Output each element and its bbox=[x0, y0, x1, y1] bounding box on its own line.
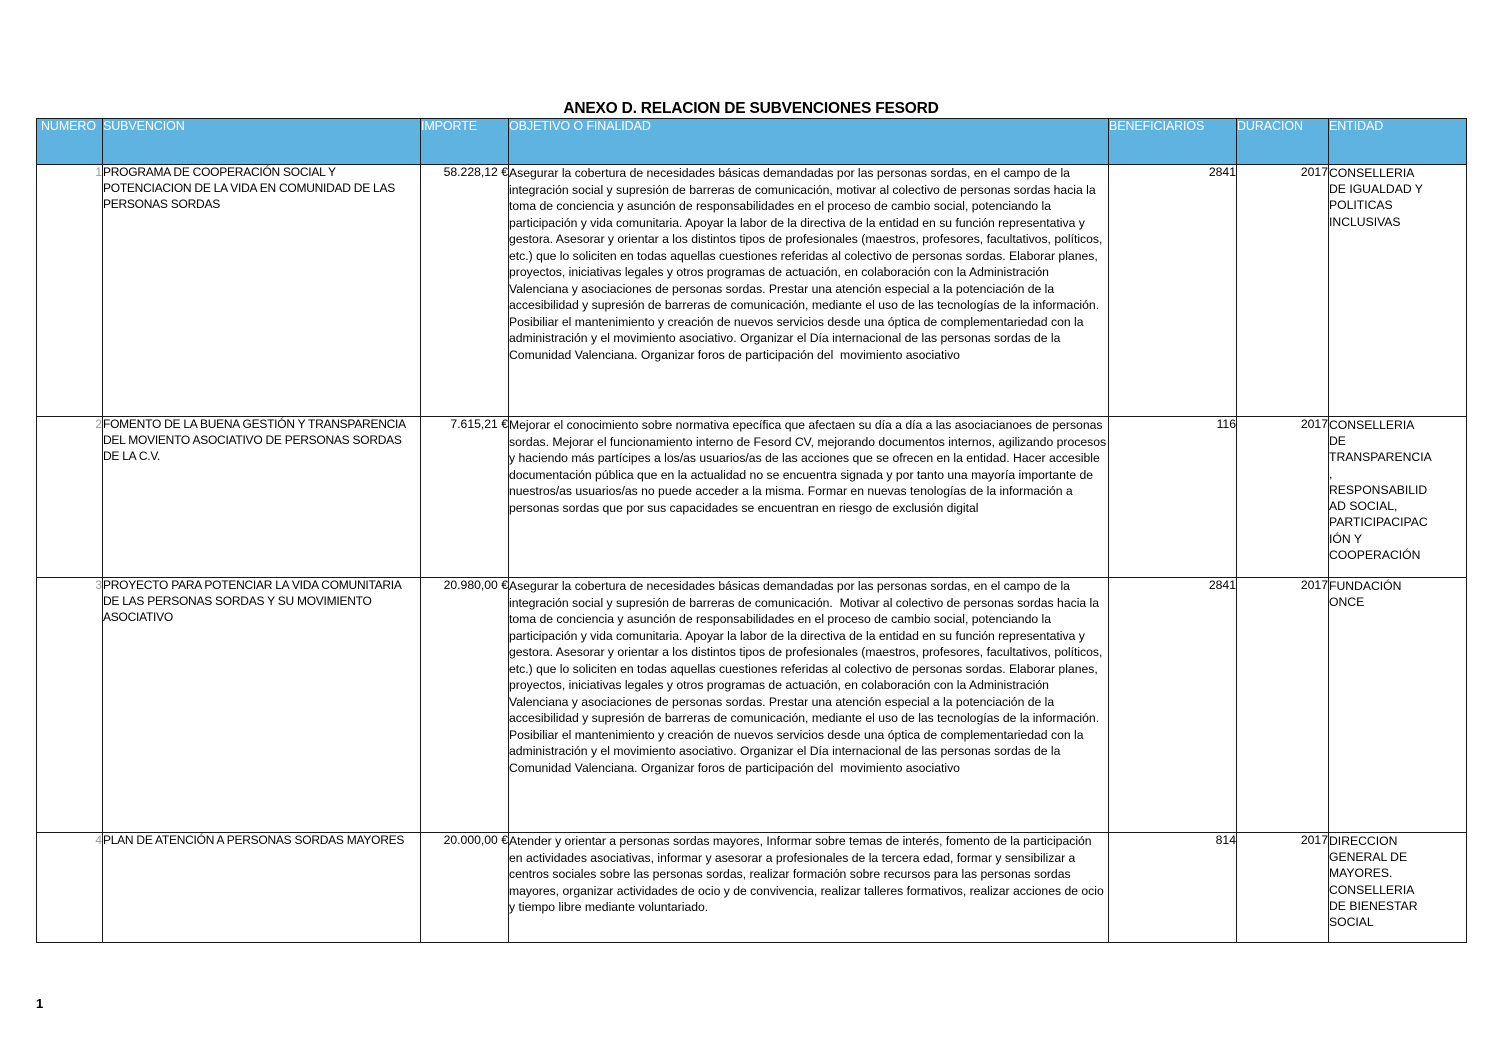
cell-subvencion: PROYECTO PARA POTENCIAR LA VIDA COMUNITARIA DE LAS PERSONAS SORDAS Y SU MOVIMIENTO ASOCIATIVO bbox=[103, 578, 421, 833]
column-header-entidad: ENTIDAD bbox=[1329, 119, 1467, 165]
cell-importe: 7.615,21 € bbox=[421, 417, 509, 578]
cell-objetivo bbox=[509, 578, 1109, 833]
entidad-line: CONSELLERIA bbox=[1329, 166, 1415, 180]
cell-beneficiarios: 814 bbox=[1109, 833, 1237, 943]
subsidies-table bbox=[36, 118, 1467, 943]
entidad-line: INCLUSIVAS bbox=[1329, 214, 1401, 229]
entidad-line: CONSELLERIA bbox=[1329, 882, 1415, 897]
cell-subvencion: FOMENTO DE LA BUENA GESTIÓN Y TRANSPARENCIA DEL MOVIENTO ASOCIATIVO DE PERSONAS SORDAS DE LA C.V. bbox=[103, 417, 421, 578]
entidad-line: GENERAL DE bbox=[1329, 850, 1408, 865]
objetivo-text: Asegurar la cobertura de necesidades básicas demandadas por las personas sordas, en el campo de la integración social y supresión de barreras de comunicación. Motivar al colectivo de personas sordas hacia la toma de conciencia y asunción de responsabilidades en el proceso de cambio social, potenciando la participación y vida comunitaria. Apoyar la labor de la directiva de la entidad en su función representativa y gestora. Asesorar y orientar a los distintos tipos de profesionales (maestros, profesores, facultativos, políticos, etc.) que lo soliciten en todas aquellas cuestiones referidas al colectivo de personas sordas. Elaborar planes, proyectos, iniciativas legales y otros programas de actuación, en colaboración con la Administración Valenciana y asociaciones de personas sordas. Prestar una atención especial a la potenciación de la accesibilidad y supresión de barreras de comunicación, mediante el uso de las tecnologías de la información. Posibiliar el mantenimiento y creación de nuevos servicios desde una óptica de complementariedad con la administración y el movimiento asociativo. Organizar el Día internacional de las personas sordas de la Comunidad Valenciana. Organizar foros de participación del movimiento asociativo bbox=[509, 579, 1106, 775]
table-body bbox=[37, 165, 1467, 943]
cell-entidad bbox=[1329, 578, 1467, 833]
cell-beneficiarios: 2841 bbox=[1109, 165, 1237, 417]
cell-importe: 20.000,00 € bbox=[421, 833, 509, 943]
cell-numero: 2 bbox=[37, 417, 103, 578]
entidad-line: ONCE bbox=[1329, 595, 1365, 610]
entidad-line: DE bbox=[1329, 434, 1346, 449]
entidad-line: IÓN Y bbox=[1329, 531, 1362, 546]
cell-entidad bbox=[1329, 417, 1467, 578]
cell-beneficiarios: 116 bbox=[1109, 417, 1237, 578]
table-row bbox=[37, 165, 1467, 417]
entidad-line: PARTICIPACIPAC bbox=[1329, 515, 1428, 530]
column-header-objetivo: OBJETIVO O FINALIDAD bbox=[509, 119, 1109, 165]
column-header-importe: IMPORTE bbox=[421, 119, 509, 165]
objetivo-text: Atender y orientar a personas sordas mayores, Informar sobre temas de interés, fomento de la participación en actividades asociativas, informar y asesorar a profesionales de la tercera edad, formar y sensibilizar a centros sociales sobre las personas sordas, realizar formación sobre recursos para las personas sordas mayores, organizar actividades de ocio y de convivencia, realizar talleres formativos, realizar acciones de ocio y tiempo libre mediante voluntariado. bbox=[509, 834, 1108, 915]
cell-objetivo bbox=[509, 417, 1109, 578]
cell-entidad bbox=[1329, 833, 1467, 943]
entidad-line: POLITICAS bbox=[1329, 198, 1393, 213]
cell-duracion: 2017 bbox=[1237, 165, 1329, 417]
cell-numero: 4 bbox=[37, 833, 103, 943]
page-number: 1 bbox=[36, 996, 44, 1011]
cell-duracion: 2017 bbox=[1237, 417, 1329, 578]
column-header-duracion: DURACION bbox=[1237, 119, 1329, 165]
column-header-numero: NUMERO bbox=[37, 119, 103, 165]
cell-duracion: 2017 bbox=[1237, 833, 1329, 943]
entidad-line: , bbox=[1329, 466, 1333, 481]
entidad-line: FUNDACIÓN bbox=[1329, 579, 1402, 593]
entidad-line: TRANSPARENCIA bbox=[1329, 450, 1432, 465]
objetivo-text: Asegurar la cobertura de necesidades básicas demandadas por las personas sordas, en el campo de la integración social y supresión de barreras de comunicación, motivar al colectivo de personas sordas hacia la toma de conciencia y asunción de responsabilidades en el proceso de cambio social, potenciando la participación y vida comunitaria. Apoyar la labor de la directiva de la entidad en su función representativa y gestora. Asesorar y orientar a los distintos tipos de profesionales (maestros, profesores, facultativos, políticos, etc.) que lo soliciten en todas aquellas cuestiones referidas al colectivo de personas sordas. Elaborar planes, proyectos, iniciativas legales y otros programas de actuación, en colaboración con la Administración Valenciana y asociaciones de personas sordas. Prestar una atención especial a la potenciación de la accesibilidad y supresión de barreras de comunicación, mediante el uso de las tecnologías de la información. Posibiliar el mantenimiento y creación de nuevos servicios desde una óptica de complementariedad con la administración y el movimiento asociativo. Organizar el Día internacional de las personas sordas de la Comunidad Valenciana. Organizar foros de participación del movimiento asociativo bbox=[509, 166, 1106, 362]
cell-duracion: 2017 bbox=[1237, 578, 1329, 833]
cell-subvencion: PROGRAMA DE COOPERACIÓN SOCIAL Y POTENCIACION DE LA VIDA EN COMUNIDAD DE LAS PERSONAS SORDAS bbox=[103, 165, 421, 417]
cell-objetivo bbox=[509, 833, 1109, 943]
cell-numero: 3 bbox=[37, 578, 103, 833]
cell-entidad bbox=[1329, 165, 1467, 417]
entidad-line: RESPONSABILID bbox=[1329, 482, 1428, 497]
page-title: ANEXO D. RELACION DE SUBVENCIONES FESORD bbox=[563, 100, 939, 117]
table-row bbox=[37, 578, 1467, 833]
entidad-line: MAYORES. bbox=[1329, 866, 1393, 881]
cell-beneficiarios: 2841 bbox=[1109, 578, 1237, 833]
cell-subvencion: PLAN DE ATENCIÓN A PERSONAS SORDAS MAYORES bbox=[103, 833, 421, 943]
objetivo-text: Mejorar el conocimiento sobre normativa epecífica que afectaen su día a día a las asociacianoes de personas sordas. Mejorar el funcionamiento interno de Fesord CV, mejorando documentos internos, agilizando procesos y haciendo más partícipes a los/as usuarios/as de las acciones que se ofrecen en la entidad. Hacer accesible documentación pública que en la actualidad no se encuentra signada y por tanto una mayoría importante de nuestros/as usuarios/as no puede acceder a la misma. Formar en nuevas tenologías de la información a personas sordas que por sus capacidades se encuentran en riesgo de exclusión digital bbox=[509, 418, 1110, 515]
header-row bbox=[37, 119, 1467, 165]
entidad-line: SOCIAL bbox=[1329, 915, 1374, 930]
cell-importe: 58.228,12 € bbox=[421, 165, 509, 417]
entidad-line: CONSELLERIA bbox=[1329, 418, 1415, 432]
column-header-subvencion: SUBVENCION bbox=[103, 119, 421, 165]
cell-objetivo bbox=[509, 165, 1109, 417]
column-header-beneficiarios: BENEFICIARIOS bbox=[1109, 119, 1237, 165]
table-row bbox=[37, 417, 1467, 578]
entidad-line: COOPERACIÓN bbox=[1329, 547, 1421, 562]
entidad-line: DIRECCION bbox=[1329, 834, 1398, 848]
table-header bbox=[37, 119, 1467, 165]
entidad-line: AD SOCIAL, bbox=[1329, 499, 1398, 514]
cell-numero: 1 bbox=[37, 165, 103, 417]
entidad-line: DE IGUALDAD Y bbox=[1329, 182, 1423, 197]
table-row bbox=[37, 833, 1467, 943]
entidad-line: DE BIENESTAR bbox=[1329, 898, 1418, 913]
cell-importe: 20.980,00 € bbox=[421, 578, 509, 833]
